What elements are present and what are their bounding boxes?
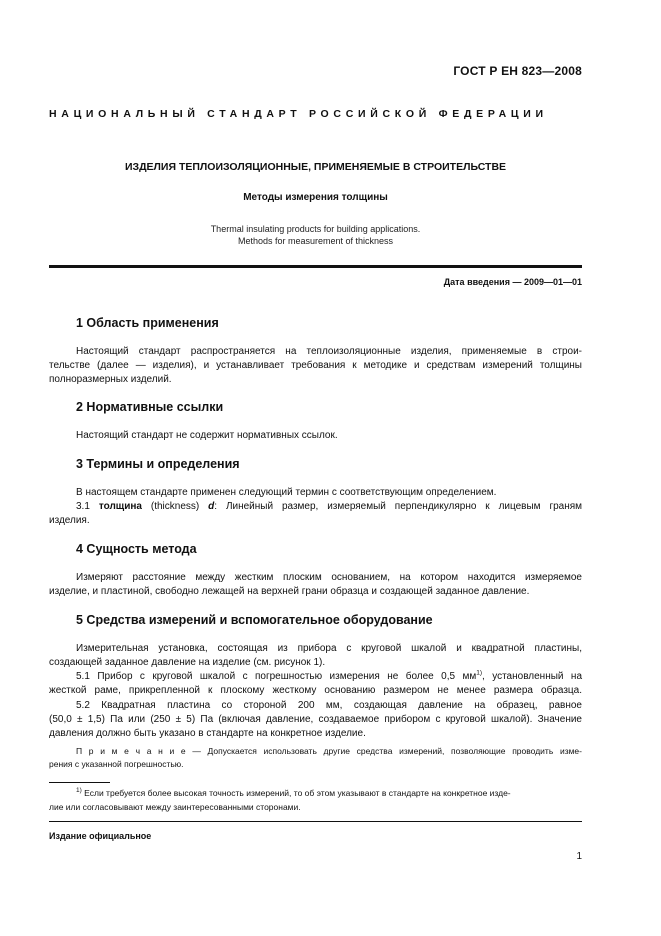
edition-label: Издание официальное [49, 831, 152, 841]
footnote-reference[interactable]: 1) [476, 669, 483, 677]
section-1-text-line: Настоящий стандарт распространяется на теплоизоляционные изделия, применяемые в строи- [76, 346, 582, 357]
clause-5-2-line: 5.2 Квадратная пластина со стороной 200 мм, создающая давление на образец, равное [76, 700, 582, 711]
section-1-text-line: полноразмерных изделий. [49, 374, 172, 385]
term-definition-text: : Линейный размер, измеряемый перпендикулярно к лицевым граням [214, 501, 583, 512]
note-line: П р и м е ч а н и е — Допускается использовать другие средства измерений, позволяющие проводить изме- [76, 746, 582, 756]
section-4-text-line: Измеряют расстояние между жестким плоским основанием, на котором находится измеряемое [76, 572, 582, 583]
term-symbol: d [208, 501, 215, 512]
term-definition-line: изделия. [49, 515, 90, 526]
section-2-text: Настоящий стандарт не содержит нормативных ссылок. [76, 430, 338, 441]
clause-5-1-line [49, 670, 582, 684]
section-5-text-line: Измерительная установка, состоящая из прибора с круговой шкалой и квадратной пластины, [76, 643, 582, 654]
section-5-text-line: создающей заданное давление на изделие (см. рисунок 1). [49, 657, 326, 668]
section-5-heading: 5 Средства измерений и вспомогательное оборудование [76, 613, 433, 627]
document-subtitle: Методы измерения толщины [243, 192, 388, 203]
clause-5-2-line: давления должно быть указано в стандарте на конкретное изделие. [49, 728, 366, 739]
section-3-heading: 3 Термины и определения [76, 457, 240, 471]
clause-5-1-text: 5.1 Прибор с круговой шкалой с погрешностью измерения не более 0,5 мм [76, 671, 477, 682]
section-1-text-line: тельстве (далее — изделия), и устанавливает требования к методике и средствам измерений толщины [49, 360, 582, 371]
page-number: 1 [576, 851, 582, 862]
english-title-line-2: Methods for measurement of thickness [237, 236, 394, 246]
english-title-line-1: Thermal insulating products for building applications. [210, 224, 421, 234]
section-1-heading: 1 Область применения [76, 316, 219, 330]
note-line: рения с указанной погрешностью. [49, 759, 184, 769]
section-4-heading: 4 Сущность метода [76, 542, 197, 556]
footnote-text: Если требуется более высокая точность измерений, то об этом указывают в стандарте на конкретное изде- [84, 788, 511, 798]
document-title: ИЗДЕЛИЯ ТЕПЛОИЗОЛЯЦИОННЫЕ, ПРИМЕНЯЕМЫЕ В СТРОИТЕЛЬСТВЕ [124, 161, 507, 173]
title-divider [49, 265, 582, 268]
standard-code: ГОСТ Р ЕН 823—2008 [453, 64, 582, 78]
footnote-line [49, 787, 582, 800]
section-2-heading: 2 Нормативные ссылки [76, 400, 224, 414]
introduction-date: Дата введения — 2009—01—01 [443, 277, 582, 287]
clause-5-1-text-cont: , установленный на [482, 671, 583, 682]
term-name: толщина [98, 501, 142, 512]
footnote-separator [49, 782, 110, 783]
section-3-text: В настоящем стандарте применен следующий термин с соответствующим определением. [76, 487, 497, 498]
footer-divider [49, 821, 582, 822]
term-english: (thickness) [150, 501, 200, 512]
term-definition-line [49, 500, 582, 514]
clause-5-1-line: жесткой раме, прикрепленной к плоскому жесткому основанию размером не менее размера образца. [49, 685, 582, 696]
term-number: 3.1 [76, 501, 90, 512]
clause-5-2-line: (50,0 ± 1,5) Па или (250 ± 5) Па (включая давление, создаваемое прибором с круговой шкалой). Значение [49, 714, 582, 725]
national-standard-banner: НАЦИОНАЛЬНЫЙ СТАНДАРТ РОССИЙСКОЙ ФЕДЕРАЦИИ [49, 108, 548, 120]
section-4-text-line: изделие, и пластиной, свободно лежащей на верхней грани образца и создающей заданное давление. [49, 586, 530, 597]
footnote-mark: 1) [76, 787, 82, 795]
footnote-line: лие или согласовывают между заинтересованными сторонами. [49, 802, 301, 812]
